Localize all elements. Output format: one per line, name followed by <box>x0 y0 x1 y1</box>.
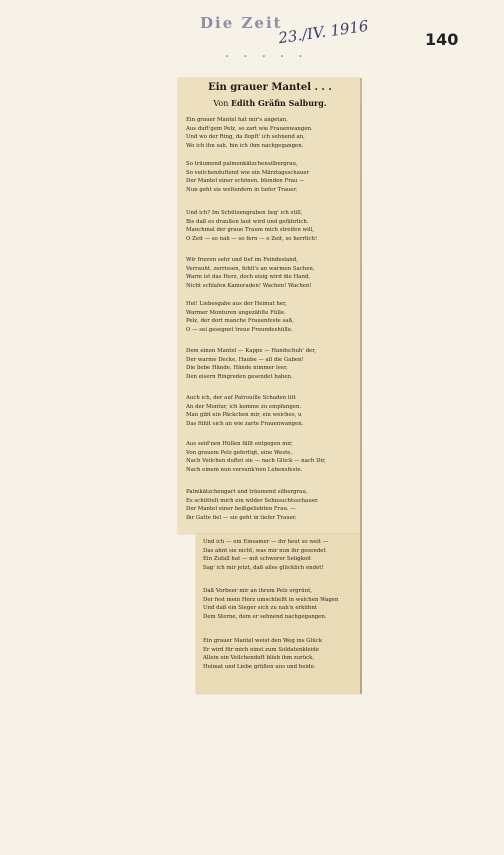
poem-line: Der fest mein Herz umschließt in welchen Wagen <box>203 596 339 603</box>
poem-line: An der Montur, ich komme zu empfangen. <box>186 403 302 410</box>
author-prefix: Von <box>213 99 229 108</box>
poem-line: Verrauht, zerrissen, fehlt's an warmen Sachen. <box>186 265 315 272</box>
poem-line: Nach Veilchen duftet sie — nach Glück — nach Dir, <box>186 458 326 465</box>
masthead: Die Zeit <box>200 14 283 32</box>
poem-line: Dem Sterne, dem er sehnend nachgegangen. <box>203 613 327 620</box>
poem-line: Daß Vorbeer mir an ihrem Pelz ergrünt, <box>203 588 312 594</box>
clipping-edge-shadow <box>360 78 362 694</box>
stanza <box>203 637 353 671</box>
poem-line: O — sei gesegnet treue Freundeshülle. <box>186 326 293 333</box>
poem-line: Nun geht sie weltenfern in tiefer Trauer. <box>186 186 298 193</box>
stanza <box>186 209 356 243</box>
poem-line: Das ahnt sie nicht, was mir nun ihr gesendet <box>203 547 326 554</box>
poem-line: So träumend palmenkätzchensilbergrau, <box>186 161 298 167</box>
poem-title: Ein grauer Mantel . . . <box>208 82 332 93</box>
page-number: 140 <box>425 30 459 49</box>
poem-line: Aus duft'gem Pelz, so zart wie Frauenwangen. <box>186 125 313 132</box>
poem-line: Auch ich, der auf Patrouille Schaden litt <box>186 395 296 401</box>
stanza <box>186 160 356 194</box>
poem-line: Palmkätzchengart und träumend silbergrau, <box>186 489 308 495</box>
poem-line: Das fühlt sich an wie zarte Frauenwangen. <box>186 420 304 427</box>
poem-line: Aus seid'nen Hüllen fällt entgegen mir, <box>186 441 293 447</box>
poem-line: Allein ein Veilchenduft blieb ihm zurück, <box>203 655 315 662</box>
poem-line: Von grauem Pelz gefertigt, eine Weste, <box>186 449 293 456</box>
poem-line: Und wo der Ring, da flopft' ich sehnend an, <box>186 134 305 141</box>
poem-line: Bis daß es draußen laut wird und gefährlich. <box>186 218 309 225</box>
stanza <box>186 116 356 150</box>
poem-line: Dem einen Mantel — Kappe — Handschuh' der, <box>186 348 316 354</box>
poem-line: Ein grauer Mantel hat mir's angetan, <box>186 117 288 123</box>
stanza <box>186 394 356 428</box>
poem-line: Er wird für mich einst zum Soldatenkleide <box>203 646 319 653</box>
poem-line: Ein grauer Mantel weist den Weg ins Glück <box>203 638 322 644</box>
stanza <box>186 300 356 334</box>
poem-line: Der Mantel einer heißgeliebten Frau. — <box>186 506 296 513</box>
poem-line: Den eisern Ringreden gesendet haben. <box>186 373 293 380</box>
poem-line: Wo ich ihn sah, bin ich ihm nachgegangen. <box>186 142 304 149</box>
stanza <box>186 440 356 474</box>
stanza <box>186 256 356 290</box>
poem-line: Der warme Decke, Haube — all die Gaben! <box>186 356 304 363</box>
poem-line: Die liebe Hände, Hände nimmer leer, <box>186 365 288 372</box>
stanza <box>186 488 356 522</box>
poem-line: Heimat und Liebe grüßen uns und beide. <box>203 663 316 670</box>
poem-line: So veilchenduftend wie ein Märztagsschauer <box>186 169 310 176</box>
poem-line: Nach einem nun versunk'nen Lebensfeste. <box>186 466 303 473</box>
poem-line: Und daß ein Sieger sich zu nah'n erkühnt <box>203 605 317 612</box>
poem-line: Warmer Monturen ungezählte Fülle. <box>186 309 286 316</box>
poem-line: Manchmal der graue Traum mich streifen will, <box>186 227 315 234</box>
poem-line: Man gibt ein Päckchen mir, ein weiches, u <box>186 412 302 419</box>
poem-line: Der Mantel einer schönen, blonden Frau — <box>186 178 305 185</box>
poem-line: Es schüttelt mich ein wilder Sehnsuchtsschauer. <box>186 497 319 504</box>
poem-line: Und ich? Im Schützengraben lieg' ich still, <box>186 210 303 216</box>
poem-author <box>200 98 340 108</box>
poem-line: Wir frieren sehr und tief im Feindesland, <box>186 257 298 263</box>
poem-line: Warm ist das Herz, doch eisig wird die Hand, <box>186 274 311 281</box>
stanza <box>186 347 356 381</box>
poem-line: O Zeit — so nah — so fern — o Zeit, so herrlich! <box>186 235 318 242</box>
poem-line: Ihr Gatte fiel — sie geht in tiefer Trauer. <box>186 514 297 521</box>
author-name: Edith Gräfin Salburg. <box>230 98 327 108</box>
poem-line: Nicht schlafen Kameraden! Wachen! Wachen! <box>186 282 312 289</box>
stanza <box>203 538 353 572</box>
poem-line: Ein Zufall hat — mit schwerer Seligkeit <box>203 556 312 563</box>
handwritten-date: 23./IV. 1916 <box>277 16 370 48</box>
poem-line: Und ich — ein Einsamer — ihr heut so weit — <box>203 539 329 545</box>
poem-line: Sag' ich mir jetzt, daß alles glücklich endet! <box>203 564 324 571</box>
poem-line: Pelz, der dort manche Frauenfeste saß, <box>186 318 294 325</box>
decorative-dots: • • • • • <box>225 53 309 61</box>
poem-line: Hei! Liebesgabe aus der Heimat her, <box>186 301 287 307</box>
stanza <box>203 587 353 621</box>
